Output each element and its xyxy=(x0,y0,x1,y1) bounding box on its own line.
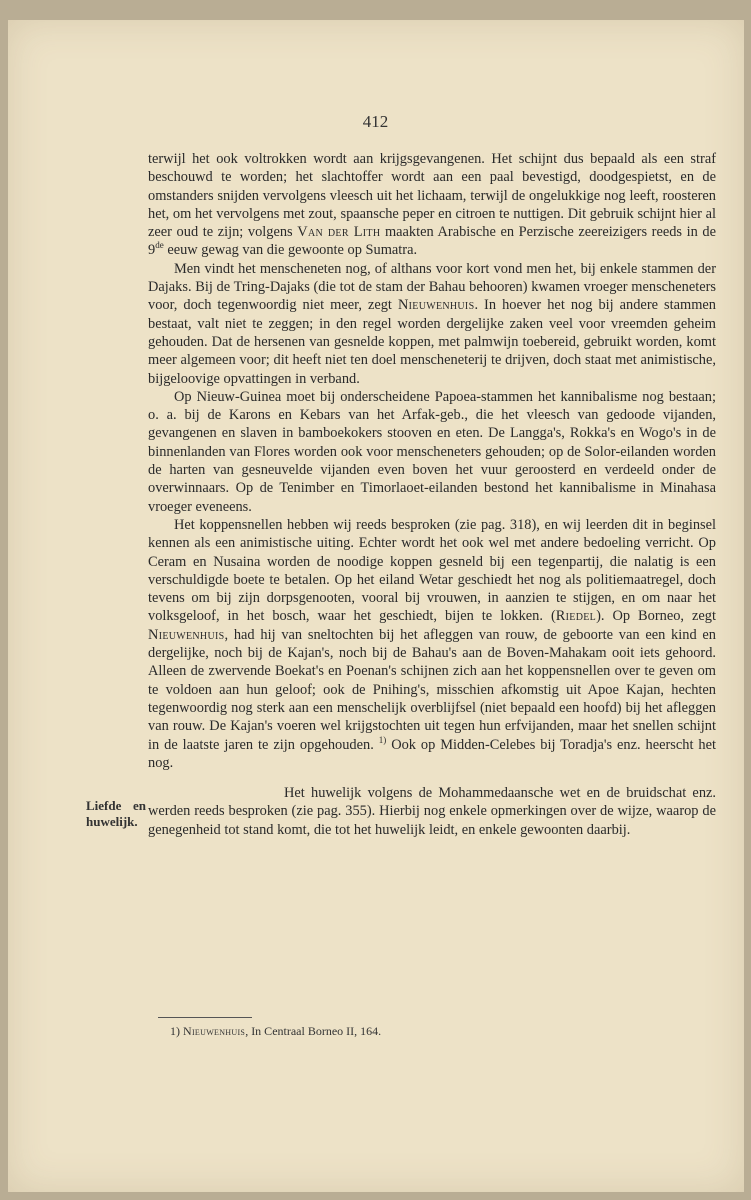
body-text xyxy=(86,150,716,839)
paragraph-1 xyxy=(148,150,716,260)
footnote-ref[interactable]: 1) xyxy=(378,734,387,745)
page-number: 412 xyxy=(362,112,389,131)
footnote-number: 1) xyxy=(170,1024,180,1038)
author-nieuwenhuis-2: Nieuwenhuis xyxy=(148,626,225,643)
footnote-author: Nieuwenhuis xyxy=(183,1024,246,1038)
paragraph-4-end: Ook op Midden-Celebes bij Toradja's enz. heerscht het nog. xyxy=(148,736,716,771)
paragraph-5: Het huwelijk volgens de Mohammedaansche wet en de bruidschat enz. werden reeds besproken (zie pag. 355). Hierbij nog enkele opmerkingen over de wijze, waarop de genegenheid tot stand komt, die tot het huwelijk leidt, en enkele gewoonten daarbij. xyxy=(148,785,716,838)
paragraph-1-end: eeuw gewag van die gewoonte op Sumatra. xyxy=(167,242,418,259)
footnote-rule xyxy=(158,1017,252,1018)
paragraph-1-text: terwijl het ook voltrokken wordt aan krijgsgevangenen. Het schijnt dus bepaald als een straf beschouwd te worden; het slachtoffer wordt aan een paal bevestigd, doodgespietst, en de omstanders snijden vervolgens vleesch uit het lichaam, terwijl de ongelukkige nog leeft, roosteren het, om het vervolgens met zout, spaansche peper en citroen te nuttigen. Dit gebruik schijnt hier al zeer oud te zijn; volgens xyxy=(148,151,716,241)
paragraph-3: Op Nieuw-Guinea moet bij onderscheidene Papoea-stammen het kannibalisme nog bestaan; o. a. bij de Karons en Kebars van het Arfak-geb., die het vleesch van gedoode vijanden, gevangenen en slaven in bamboekokers stooven en eten. De Langga's, Rokka's en Wogo's in de binnenlanden van Flores worden ook voor menscheneters gehouden; op de Solor-eilanden worden de harten van gesneuvelde vijanden even boven het vuur geroosterd en verdeeld onder de overwinnaars. Op de Tenimber en Timorlaoet-eilanden bestond het kannibalisme in Minahasa vroeger eveneens. xyxy=(148,388,716,515)
author-nieuwenhuis: Nieuwenhuis xyxy=(397,297,475,314)
paragraph-2-text: Men vindt het menscheneten nog, of althans voor kort vond men het, bij enkele stammen der Dajaks. Bij de Tring-Dajaks (die tot de stam der Bahau behooren) kwamen vroeger menscheneters voor, doch tegenwoordig niet meer, zegt xyxy=(148,260,716,314)
footnote-text: , In Centraal Borneo II, 164. xyxy=(245,1024,382,1038)
side-heading: Liefde en huwelijk. xyxy=(86,798,146,830)
superscript-de: de xyxy=(155,240,164,251)
footnote xyxy=(170,1024,381,1039)
paragraph-4 xyxy=(148,516,716,772)
paragraph-2 xyxy=(148,260,716,388)
section-liefde xyxy=(86,784,716,839)
author-van-der-lith: Van der Lith xyxy=(297,224,381,241)
paren-open: ( xyxy=(550,608,556,625)
paragraph-1-cont: maakten Arabische en Perzische zeereizigers reeds in de 9 xyxy=(148,224,716,259)
paragraph-4-text: Het koppensnellen hebben wij reeds besproken (zie pag. 318), en wij leerden dit in beginsel kennen als een animistische uiting. Echter wordt het ook wel met andere bedoeling verricht. Op Ceram en Nusaina worden de noodige koppen gesneld bij een tegenpartij, die nalatig is een verschuldigde boete te betalen. Op het eiland Wetar geschiedt het nog als politiemaatregel, doch tevens om bij zijn dorpsgenooten, vooral bij vrouwen, in aanzien te stijgen, en om naar het volksgeloof, in het bosch, waar het geschiedt, bijen te lokken. xyxy=(148,516,716,625)
paragraph-2-cont: . In hoever het nog bij andere stammen bestaat, valt niet te zeggen; in den regel worden dergelijke zaken veel voor vreemden geheim gehouden. Dat de hersenen van gesnelde koppen, met palmwijn toebereid, gebruikt worden, komt meer algemeen voor; dit heeft niet ten doel menscheneterij te drijven, doch staat met animistische, bijgeloovige opvattingen in verband. xyxy=(148,297,716,387)
paragraph-4-cont: , had hij van sneltochten bij het afleggen van rouw, de geboorte van een kind en dergelijke, noch bij de Kajan's, noch bij de Bahau's aan de Boven-Mahakam ooit iets gehoord. Alleen de zwervende Boekat's en Poenan's schijnen zich aan het koppensnellen over te geven om te voldoen aan hun geloof; ook de Pnihing's, misschien afkomstig uit Apoe Kajan, hechten tegenwoordig nog sterk aan een menschelijk overblijfsel (niet bepaald een hoofd) bij het afleggen van rouw. De Kajan's voeren wel krijgstochten uit tegen hun erfvijanden, maar het snellen schijnt in de laatste jaren te zijn opgehouden. xyxy=(148,626,716,753)
paragraph-4-mid: ). Op Borneo, zegt xyxy=(596,608,716,625)
author-riedel: Riedel xyxy=(555,608,597,625)
